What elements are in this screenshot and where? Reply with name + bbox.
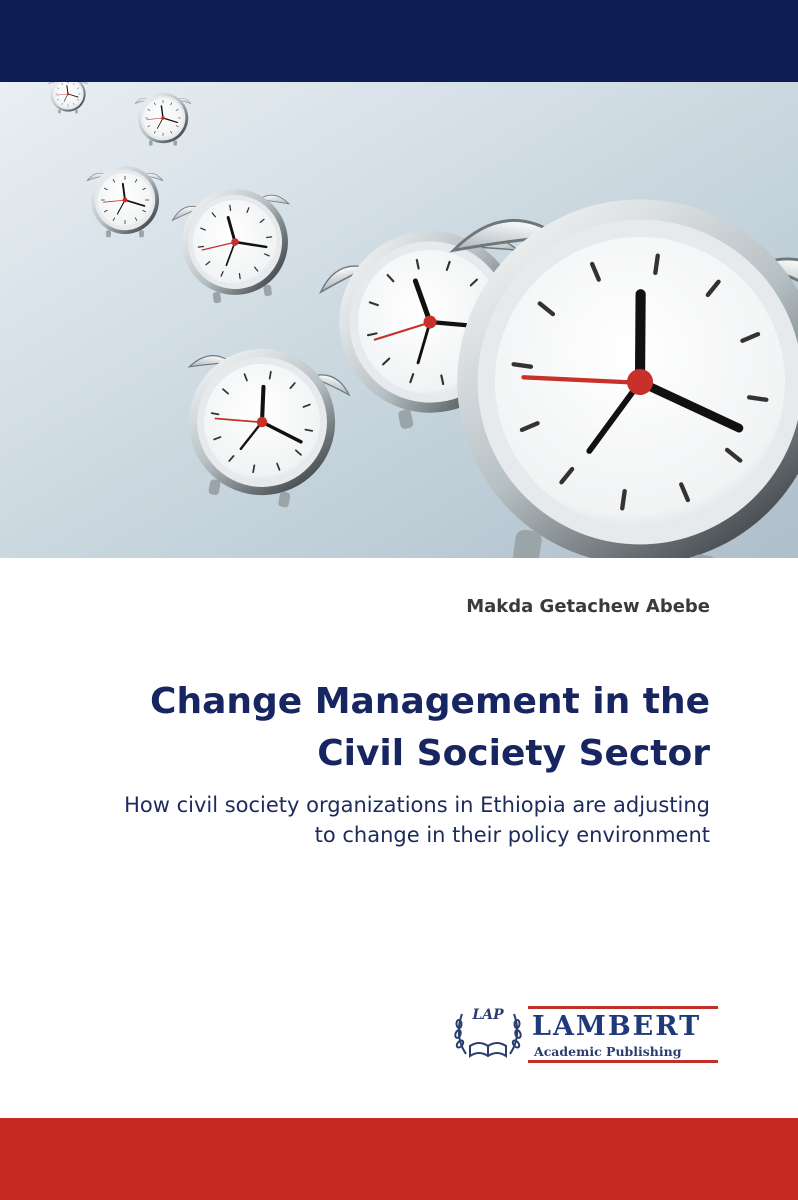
publisher-mark: LAP (472, 1007, 504, 1023)
book-subtitle-line: How civil society organizations in Ethiopia are adjusting (124, 793, 710, 817)
top-color-band (0, 0, 798, 82)
publisher-rule (528, 1060, 718, 1063)
cover-illustration (0, 82, 798, 558)
book-title-line: Change Management in the (150, 681, 710, 722)
laurel-book-icon (452, 1000, 524, 1066)
book-title (30, 676, 710, 780)
bottom-color-band (0, 1118, 798, 1200)
publisher-name: LAMBERT (532, 1011, 702, 1042)
book-title-line: Civil Society Sector (317, 733, 710, 774)
publisher-subname: Academic Publishing (534, 1044, 682, 1059)
publisher-logo (452, 1000, 718, 1066)
alarm-clock-icon (0, 82, 798, 558)
book-subtitle-line: to change in their policy environment (314, 823, 710, 847)
author-name: Makda Getachew Abebe (466, 596, 710, 617)
book-subtitle (10, 790, 710, 850)
publisher-rule (528, 1006, 718, 1009)
